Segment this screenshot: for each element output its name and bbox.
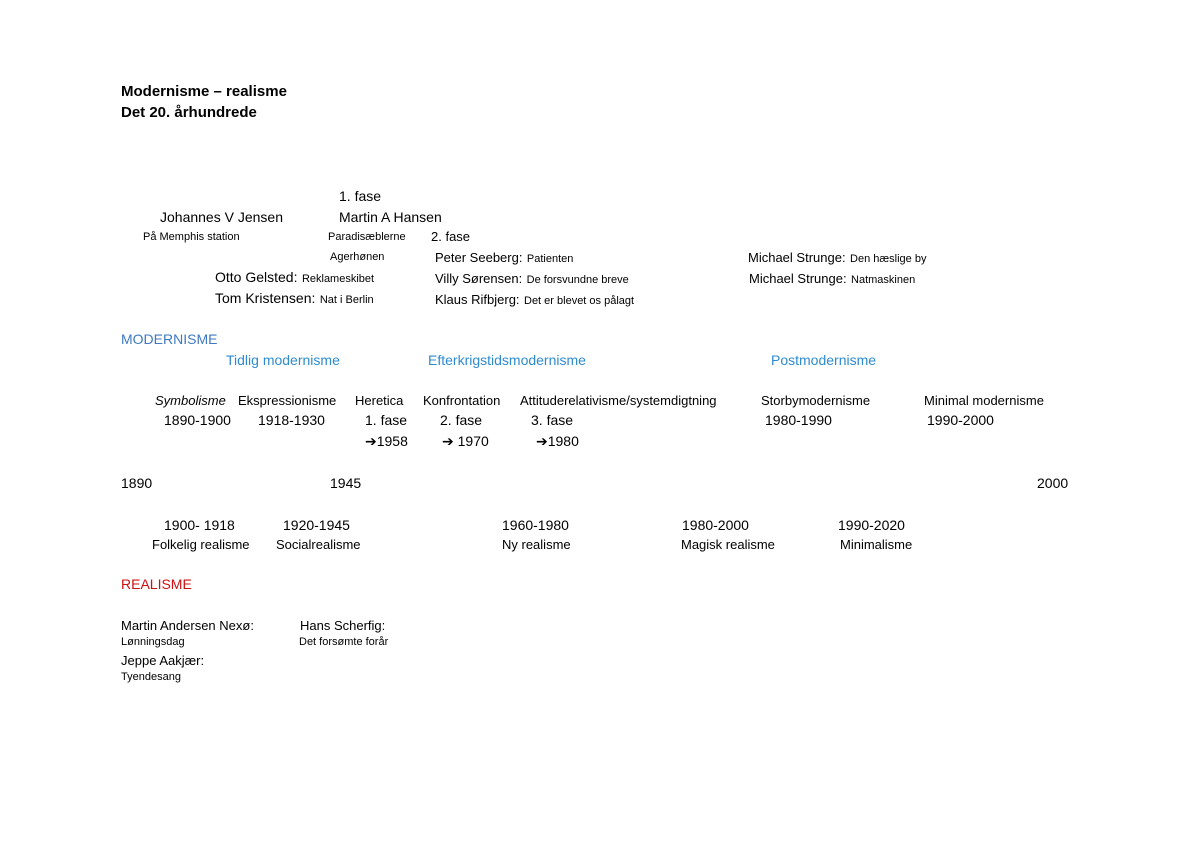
author-name: Klaus Rifbjerg: [435, 292, 520, 307]
period-magisk-years: 1980-2000 [682, 517, 749, 533]
phase-2-label: 2. fase [431, 229, 471, 244]
author-name: Tom Kristensen: [215, 290, 316, 306]
subperiod-efterkrigstidsmodernisme: Efterkrigstidsmodernisme [428, 352, 586, 368]
movement-attituderelativisme: Attituderelativisme/systemdigtning [520, 393, 717, 408]
period-social-years: 1920-1945 [283, 517, 350, 533]
arrow-1970: ➔ 1970 [442, 433, 489, 449]
work-tyendesang: Tyendesang [121, 671, 181, 683]
entry-strunge-1 [748, 250, 926, 266]
entry-soerensen [435, 271, 629, 287]
page-title: Modernisme – realisme [121, 83, 287, 100]
period-minimal-modernisme: 1990-2000 [927, 412, 994, 428]
work-loenningsdag: Lønningsdag [121, 636, 185, 648]
work-title: Natmaskinen [851, 274, 916, 286]
author-name: Otto Gelsted: [215, 269, 298, 285]
work-agerhoenen: Agerhønen [330, 251, 385, 263]
author-name: Villy Sørensen: [435, 271, 523, 286]
movement-minimal-modernisme: Minimal modernisme [924, 393, 1044, 408]
page-subtitle: Det 20. århundrede [121, 104, 257, 121]
arrow-1980: ➔1980 [536, 433, 579, 449]
entry-rifbjerg [435, 292, 634, 308]
arrow-1958: ➔1958 [365, 433, 408, 449]
period-symbolisme: 1890-1900 [164, 412, 231, 428]
period-minimalisme: Minimalisme [840, 537, 913, 552]
author-nexo: Martin Andersen Nexø: [121, 618, 254, 633]
period-magisk-realisme: Magisk realisme [681, 537, 775, 552]
author-name: Michael Strunge: [749, 271, 847, 286]
movement-ekspressionisme: Ekspressionisme [238, 393, 337, 408]
work-title: Patienten [526, 253, 574, 265]
modernisme-heading: MODERNISME [121, 331, 218, 347]
work-title: Reklameskibet [301, 273, 375, 285]
period-ny-years: 1960-1980 [502, 517, 569, 533]
period-ekspressionisme: 1918-1930 [258, 412, 325, 428]
work-title: Det er blevet os pålagt [524, 295, 635, 307]
movement-heretica: Heretica [355, 393, 404, 408]
subperiod-tidlig-modernisme: Tidlig modernisme [226, 352, 340, 368]
entry-strunge-2 [749, 271, 915, 287]
timeline-mid: 1945 [330, 475, 362, 491]
timeline-end: 2000 [1037, 475, 1069, 491]
author-name: Michael Strunge: [748, 250, 846, 265]
period-phase-1: 1. fase [365, 412, 408, 428]
work-paradisaeblerne: Paradisæblerne [328, 231, 406, 243]
author-aakjaer: Jeppe Aakjær: [121, 653, 205, 668]
period-minimal-years: 1990-2020 [838, 517, 905, 533]
period-phase-3: 3. fase [531, 412, 574, 428]
author-name: Peter Seeberg: [435, 250, 523, 265]
author-johannes-jensen: Johannes V Jensen [160, 209, 283, 225]
period-phase-2: 2. fase [440, 412, 483, 428]
entry-kristensen [215, 291, 374, 307]
work-det-forsoemte-foraar: Det forsømte forår [299, 636, 389, 648]
entry-gelsted [215, 270, 374, 286]
timeline-segment-2: _____________________________________________________________________________________ [366, 474, 1028, 488]
movement-symbolisme: Symbolisme [155, 393, 226, 408]
period-storbymodernisme: 1980-1990 [765, 412, 832, 428]
period-folkelig-realisme: Folkelig realisme [152, 537, 250, 552]
period-folkelig-years: 1900- 1918 [164, 517, 235, 533]
entry-seeberg [435, 250, 573, 266]
work-title: Den hæslige by [850, 253, 927, 265]
author-martin-hansen: Martin A Hansen [339, 209, 442, 225]
work-memphis-station: På Memphis station [143, 231, 240, 243]
timeline-start: 1890 [121, 475, 153, 491]
realisme-heading: REALISME [121, 576, 192, 592]
movement-storbymodernisme: Storbymodernisme [761, 393, 871, 408]
work-title: Nat i Berlin [319, 294, 374, 306]
author-scherfig: Hans Scherfig: [300, 618, 386, 633]
subperiod-postmodernisme: Postmodernisme [771, 352, 877, 368]
work-title: De forsvundne breve [526, 274, 629, 286]
timeline-segment-1: _____________________ [160, 474, 324, 488]
phase-1-label: 1. fase [339, 188, 382, 204]
movement-konfrontation: Konfrontation [423, 393, 501, 408]
period-socialrealisme: Socialrealisme [276, 537, 361, 552]
period-ny-realisme: Ny realisme [502, 537, 571, 552]
